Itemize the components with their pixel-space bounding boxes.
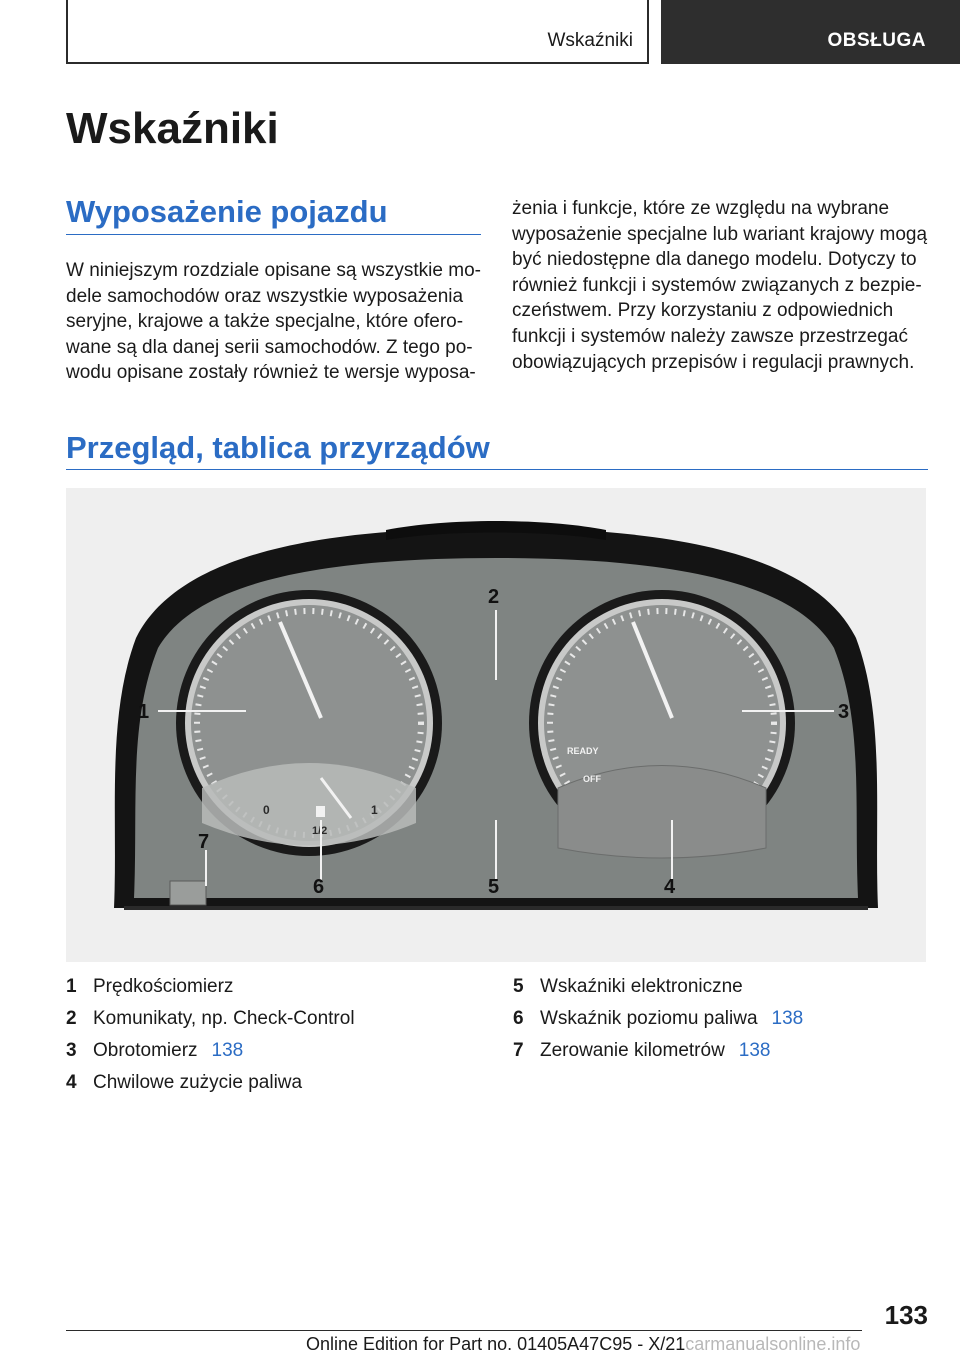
- section-title-overview: Przegląd, tablica przyrządów: [66, 430, 490, 465]
- header-chapter-label: OBSŁUGA: [827, 30, 926, 51]
- instrument-cluster-illustration: [66, 488, 926, 962]
- text-line: być niedostępne dla danego modelu. Dotyczy to: [512, 249, 917, 271]
- text-line: dele samochodów oraz wszystkie wyposażenia: [66, 285, 464, 307]
- header-chapter-tab: [661, 0, 960, 64]
- page-ref-link[interactable]: 138: [211, 1040, 244, 1061]
- text-line: obowiązujących przepisów i regulacji prawnych.: [512, 351, 915, 373]
- fuel-gauge-subdial: [202, 763, 416, 846]
- page-number: 133: [884, 1300, 928, 1330]
- page-ref-link[interactable]: 138: [738, 1040, 771, 1061]
- off-label: OFF: [583, 774, 601, 784]
- callout-4: 4: [664, 876, 676, 898]
- text-line: żenia i funkcje, które ze względu na wybrane: [512, 198, 890, 219]
- text-line: również funkcji i systemów związanych z bezpie‐: [512, 274, 922, 296]
- instrument-cluster-figure: [66, 488, 926, 962]
- legend-right: [513, 976, 803, 1072]
- trip-reset-button-illustration: [170, 881, 206, 905]
- callout-1: 1: [138, 701, 150, 723]
- paragraph-column-1: [66, 258, 486, 386]
- callout-2: 2: [488, 586, 500, 608]
- ready-label: READY: [567, 746, 599, 756]
- fuel-full-label: 1: [371, 803, 378, 817]
- callout-6: 6: [313, 876, 325, 898]
- footer-watermark: carmanualsonline.info: [685, 1334, 861, 1354]
- page-ref-link[interactable]: 138: [771, 1008, 804, 1029]
- legend-item: 7 Zerowanie kilometrów 138: [513, 1040, 771, 1061]
- legend-item: 1 Prędkościomierz: [66, 976, 234, 997]
- footer-rule: [66, 1330, 862, 1331]
- text-line: funkcji i systemów należy zawsze przestrzegać: [512, 325, 908, 347]
- text-line: wodu opisane zostały również te wersje wyposa‐: [66, 362, 476, 384]
- text-line: seryjne, krajowe a także specjalne, które ofero‐: [66, 311, 464, 333]
- callout-3: 3: [838, 701, 850, 723]
- text-line: W niniejszym rozdziale opisane są wszystkie mo‐: [66, 260, 481, 281]
- section-rule: [66, 234, 481, 235]
- text-line: wane są dla danej serii samochodów. Z tego po‐: [66, 336, 473, 358]
- paragraph-column-2: [512, 196, 932, 375]
- section-title-equipment: Wyposażenie pojazdu: [66, 194, 388, 229]
- section-rule: [66, 469, 928, 470]
- legend-item: 3 Obrotomierz 138: [66, 1040, 244, 1061]
- header-section-tab: [66, 0, 649, 64]
- footer: [306, 1334, 860, 1355]
- legend-item: 6 Wskaźnik poziomu paliwa 138: [513, 1008, 804, 1029]
- fuel-half-label: 1/2: [312, 825, 328, 837]
- fuel-empty-label: 0: [263, 803, 270, 817]
- text-line: wyposażenie specjalne lub wariant krajowy mogą: [512, 223, 928, 245]
- text-line: czeństwem. Przy korzystaniu z odpowiednich: [512, 300, 894, 322]
- legend-item: 4 Chwilowe zużycie paliwa: [66, 1072, 303, 1093]
- footer-edition-text: Online Edition for Part no. 01405A47C95 - X/21: [306, 1334, 686, 1354]
- callout-7: 7: [198, 831, 210, 853]
- legend-item: 2 Komunikaty, np. Check-Control: [66, 1008, 355, 1029]
- fuel-pump-icon: [316, 806, 325, 817]
- callout-5: 5: [488, 876, 500, 898]
- header-section-label: Wskaźniki: [547, 30, 633, 51]
- legend-left: [66, 976, 355, 1104]
- legend-item: 5 Wskaźniki elektroniczne: [513, 976, 743, 997]
- page-title: Wskaźniki: [66, 104, 279, 153]
